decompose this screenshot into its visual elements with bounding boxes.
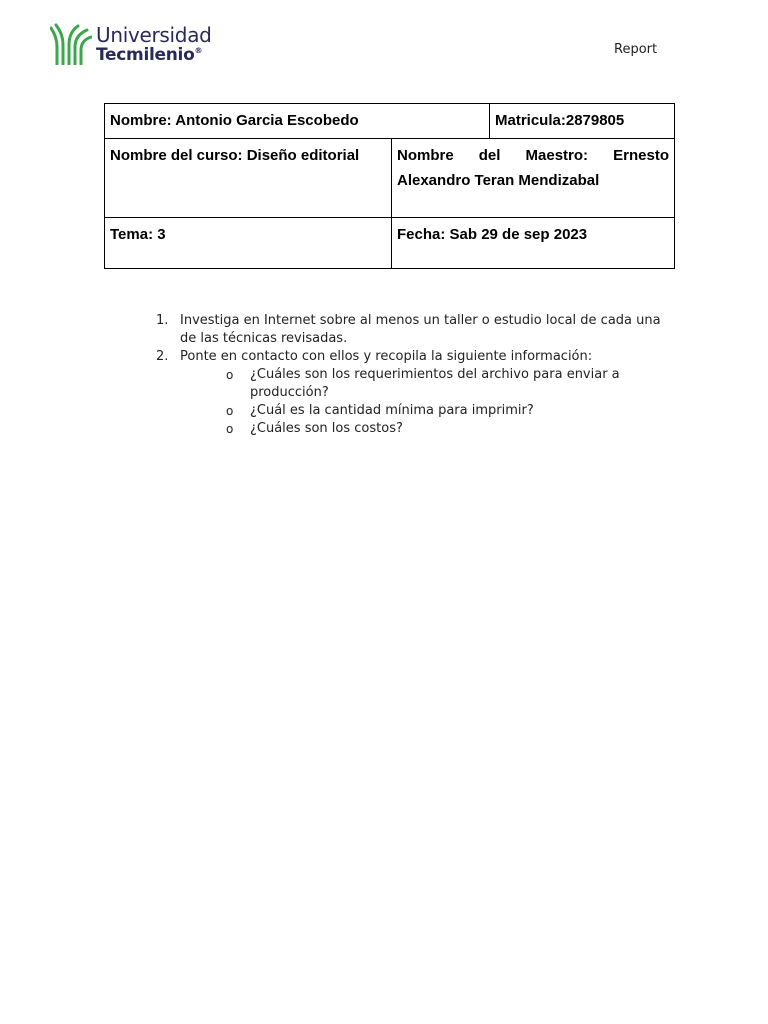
logo-tecmilenio-text xyxy=(96,44,212,65)
sub-list-item xyxy=(226,366,666,402)
curso-text: Nombre del curso: Diseño editorial xyxy=(110,147,360,164)
sub-list-bullet: o xyxy=(226,368,234,382)
matricula-cell xyxy=(490,104,675,139)
list-item-number: 2. xyxy=(156,349,169,364)
sub-list-text: ¿Cuál es la cantidad mínima para imprimir? xyxy=(250,403,534,418)
tecmilenio-logo-icon xyxy=(50,23,92,65)
nombre-text: Nombre: Antonio Garcia Escobedo xyxy=(110,112,359,129)
nombre-cell xyxy=(105,104,490,139)
list-item xyxy=(156,348,666,366)
course-info-table xyxy=(104,138,675,269)
maestro-text: Nombre del Maestro: Ernesto Alexandro Teran Mendizabal xyxy=(397,147,669,189)
student-info-table xyxy=(104,103,675,139)
sub-list-text: ¿Cuáles son los requerimientos del archivo para enviar a producción? xyxy=(250,367,620,400)
maestro-cell xyxy=(392,139,675,218)
tema-text: Tema: 3 xyxy=(110,226,166,243)
tema-cell xyxy=(105,218,392,269)
sub-list-item xyxy=(226,420,666,438)
logo-tecmilenio-word: Tecmilenio xyxy=(96,44,195,65)
sub-list xyxy=(226,366,666,438)
sub-list-bullet: o xyxy=(226,422,234,436)
list-item xyxy=(156,312,666,348)
fecha-text: Fecha: Sab 29 de sep 2023 xyxy=(397,226,588,243)
list-item-text: Investiga en Internet sobre al menos un taller o estudio local de cada una de las técnicas revisadas. xyxy=(180,313,661,346)
logo-universidad-text: Universidad xyxy=(96,22,212,47)
sub-list-text: ¿Cuáles son los costos? xyxy=(250,421,403,436)
header-report-label: Report xyxy=(614,42,658,57)
instructions-list xyxy=(156,312,666,438)
table-row xyxy=(105,218,675,269)
matricula-text: Matricula:2879805 xyxy=(495,112,625,129)
list-item-text: Ponte en contacto con ellos y recopila la siguiente información: xyxy=(180,349,593,364)
list-item-number: 1. xyxy=(156,313,169,328)
university-logo xyxy=(50,22,220,66)
sub-list-bullet: o xyxy=(226,404,234,418)
table-row xyxy=(105,104,675,139)
curso-cell xyxy=(105,139,392,218)
sub-list-item xyxy=(226,402,666,420)
logo-wordmark xyxy=(96,22,212,65)
table-row xyxy=(105,139,675,218)
logo-registered-mark: ® xyxy=(194,45,203,55)
fecha-cell xyxy=(392,218,675,269)
